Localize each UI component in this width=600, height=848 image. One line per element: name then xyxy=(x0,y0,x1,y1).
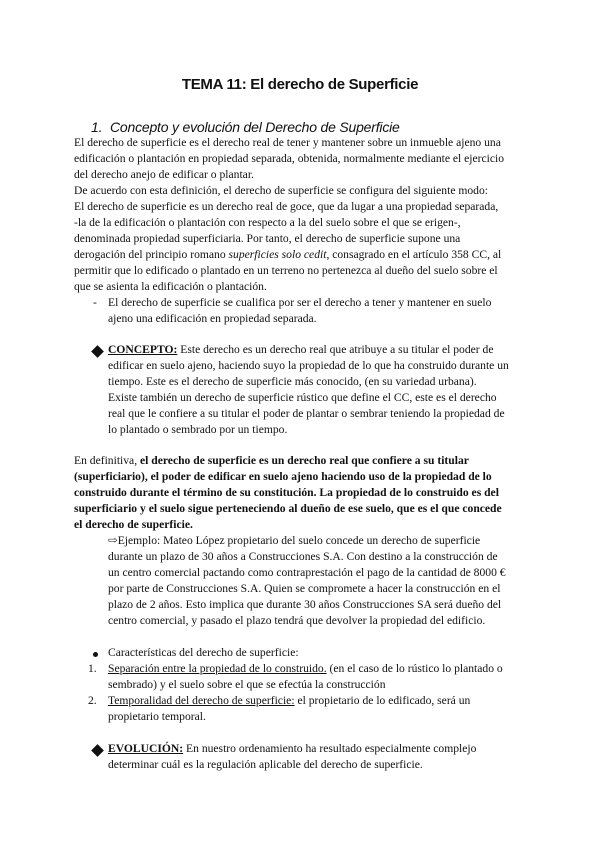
ejemplo-line: un centro comercial pactando como contraprestación el pago de la cantidad de 8000 € xyxy=(108,566,506,579)
diamond-bullet-icon xyxy=(91,345,104,358)
definitiva-line: superficiario y el suelo sigue perteneciendo al dueño de ese suelo, que es el que concede xyxy=(74,502,502,515)
ejemplo-line: ⇨Ejemplo: Mateo López propietario del suelo concede un derecho de superficie xyxy=(108,534,481,547)
section-number: 1. xyxy=(91,119,103,135)
evolucion-line: determinar cuál es la regulación aplicable del derecho de superficie. xyxy=(108,758,423,771)
ejemplo-line: por parte de Construcciones S.A. Quien se compromete a hacer la construcción en el xyxy=(108,582,501,595)
intro-line: De acuerdo con esta definición, el derecho de superficie se configura del siguiente modo: xyxy=(74,184,488,197)
intro-line: del derecho anejo de edificar o plantar. xyxy=(74,168,254,181)
bullet-icon xyxy=(93,652,98,657)
definitiva-line: construido durante el término de su constitución. La propiedad de lo construido es del xyxy=(74,486,499,499)
ejemplo-line: plazo de 2 años. Esto implica que durante 30 años Construcciones SA será dueño del xyxy=(108,598,502,611)
definitiva-line: (superficiario), el poder de edificar en suelo ajeno haciendo uso de la propiedad de lo xyxy=(74,470,492,483)
list-number: 1. xyxy=(88,662,97,675)
intro-line: -la de la edificación o plantación con respecto a la del suelo sobre el que se erigen-, xyxy=(74,216,461,229)
intro-line: que se asienta la edificación o plantación. xyxy=(74,280,267,293)
intro-line: derogación del principio romano superficies solo cedit, consagrado en el artículo 358 CC, al xyxy=(74,248,502,261)
concepto-line: Existe también un derecho de superficie rústico que define el CC, este es el derecho xyxy=(108,391,497,404)
intro-line: El derecho de superficie es un derecho real de goce, que da lugar a una propiedad separada, xyxy=(74,200,499,213)
caracteristicas-heading: Características del derecho de superficie: xyxy=(108,646,299,659)
list-item-cont: sembrado) y el suelo sobre el que se efectúa la construcción xyxy=(108,678,386,691)
ejemplo-line: centro comercial, y pasado el plazo tendrá que devolver la propiedad del edificio. xyxy=(108,614,486,627)
concepto-line: tiempo. Este es el derecho de superficie más conocido, (en su variedad urbana). xyxy=(108,375,477,388)
intro-line: El derecho de superficie es el derecho real de tener y mantener sobre un inmueble ajeno una xyxy=(74,136,501,149)
concepto-label: CONCEPTO: xyxy=(108,343,178,356)
evolucion-label: EVOLUCIÓN: xyxy=(108,742,184,755)
concepto-line: real que le confiere a su titular el poder de plantar o sembrar teniendo la propiedad de xyxy=(108,407,505,420)
list-item: Separación entre la propiedad de lo construido. (en el caso de lo rústico lo plantado o xyxy=(108,662,503,675)
arrow-icon: ⇨ xyxy=(108,534,118,547)
intro-line: edificación o plantación en propiedad separada, obtenida, normalmente mediante el ejercicio xyxy=(74,152,505,165)
intro-line: permitir que lo edificado o plantado en un terreno no pertenezca al dueño del suelo sobre el xyxy=(74,264,498,277)
dash-item-line: ajeno una edificación en propiedad separada. xyxy=(108,312,317,325)
dash-item-line: El derecho de superficie se cualifica por ser el derecho a tener y mantener en suelo xyxy=(108,296,492,309)
dash-marker: - xyxy=(93,296,97,309)
evolucion-line: EVOLUCIÓN: En nuestro ordenamiento ha resultado especialmente complejo xyxy=(108,742,477,755)
concepto-line: lo plantado o sembrado por un tiempo. xyxy=(108,423,288,436)
concepto-line: CONCEPTO: Este derecho es un derecho real que atribuye a su titular el poder de xyxy=(108,343,494,356)
list-item: Temporalidad del derecho de superficie: el propietario de lo edificado, será un xyxy=(108,694,471,707)
list-number: 2. xyxy=(88,694,97,707)
definitiva-line: el derecho de superficie. xyxy=(74,518,193,531)
section-heading-text: Concepto y evolución del Derecho de Superficie xyxy=(109,119,400,135)
definitiva-line: En definitiva, el derecho de superficie es un derecho real que confiere a su titular xyxy=(74,454,469,467)
concepto-line: edificar en suelo ajeno, haciendo suyo la propiedad de lo que ha construido durante un xyxy=(108,359,509,372)
list-item-cont: propietario temporal. xyxy=(108,710,206,723)
page-title: TEMA 11: El derecho de Superficie xyxy=(181,76,419,93)
section-heading xyxy=(91,119,400,135)
intro-line: denominada propiedad superficiaria. Por tanto, el derecho de superficie supone una xyxy=(74,232,461,245)
latin-maxim: superficies solo cedit xyxy=(228,248,327,261)
ejemplo-line: durante un plazo de 30 años a Construcciones S.A. Con destino a la construcción de xyxy=(108,550,498,563)
diamond-bullet-icon xyxy=(91,744,104,757)
